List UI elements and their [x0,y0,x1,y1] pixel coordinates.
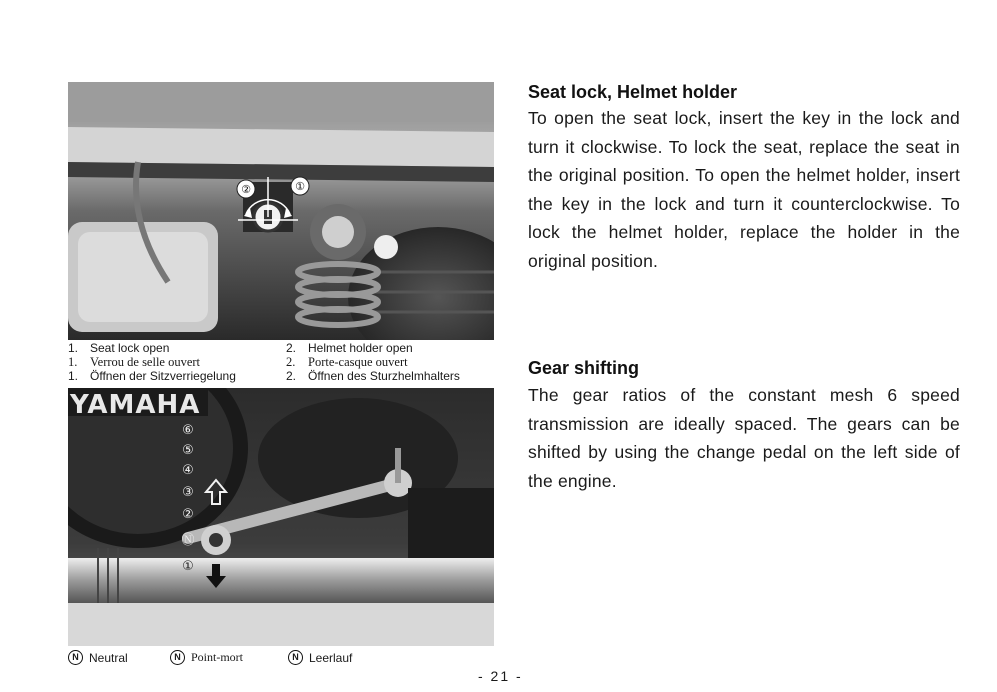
section-heading-seat-lock: Seat lock, Helmet holder [528,82,738,102]
caption-de [68,369,460,383]
caption-text: Helmet holder open [308,341,413,355]
brand-text: YAMAHA [70,390,201,420]
section-body-seat-lock: To open the seat lock, insert the key in the lock and turn it clockwise. To lock the seat, replace the seat in the original position. To open the helmet holder, insert the key in the lock and turn it counterclockwise. To lock the helmet holder, replace the holder in the original position. [528,108,960,271]
legend-text-fr: Point-mort [191,650,244,664]
caption-num: 2. [286,369,297,383]
section-body-gear-shifting: The gear ratios of the constant mesh 6 speed transmission are ideally spaced. The gears can be shifted by using the change pedal on the left side of the engine. [528,385,960,491]
caption-num: 2. [286,355,296,369]
caption-fr [68,355,408,369]
caption-text: Seat lock open [90,341,170,355]
gear-1-marker: ① [182,559,194,574]
seat-lock-photo [68,82,494,340]
caption-text: Porte-casque ouvert [308,355,408,369]
caption-text: Öffnen der Sitzverriegelung [90,369,236,383]
caption-text: Öffnen des Sturzhelmhalters [308,369,460,383]
gear-4-marker: ④ [182,463,194,478]
legend-text-en: Neutral [89,650,128,665]
legend-point-mort [170,650,243,665]
neutral-symbol-icon: N [288,650,303,665]
caption-num: 1. [68,355,78,369]
legend-neutral [68,650,128,665]
gear-6-marker: ⑥ [182,423,194,438]
caption-num: 2. [286,341,297,355]
caption-num: 1. [68,341,79,355]
legend-leerlauf [288,650,352,665]
page-number: - 21 - [478,668,523,684]
arrow-label-2: ② [241,183,251,196]
gear-3-marker: ③ [182,485,194,500]
arrow-label-1: ① [295,180,305,193]
gear-5-marker: ⑤ [182,443,194,458]
gear-2-marker: ② [182,507,194,522]
neutral-symbol-icon: N [170,650,185,665]
gear-shift-photo [68,388,494,646]
section-heading-gear-shifting: Gear shifting [528,358,640,378]
caption-text: Verrou de selle ouvert [90,355,201,369]
gear-neutral-marker: Ⓝ [181,533,195,548]
caption-en [68,341,413,355]
caption-num: 1. [68,369,79,383]
neutral-symbol-icon: N [68,650,83,665]
legend-text-de: Leerlauf [309,650,353,665]
